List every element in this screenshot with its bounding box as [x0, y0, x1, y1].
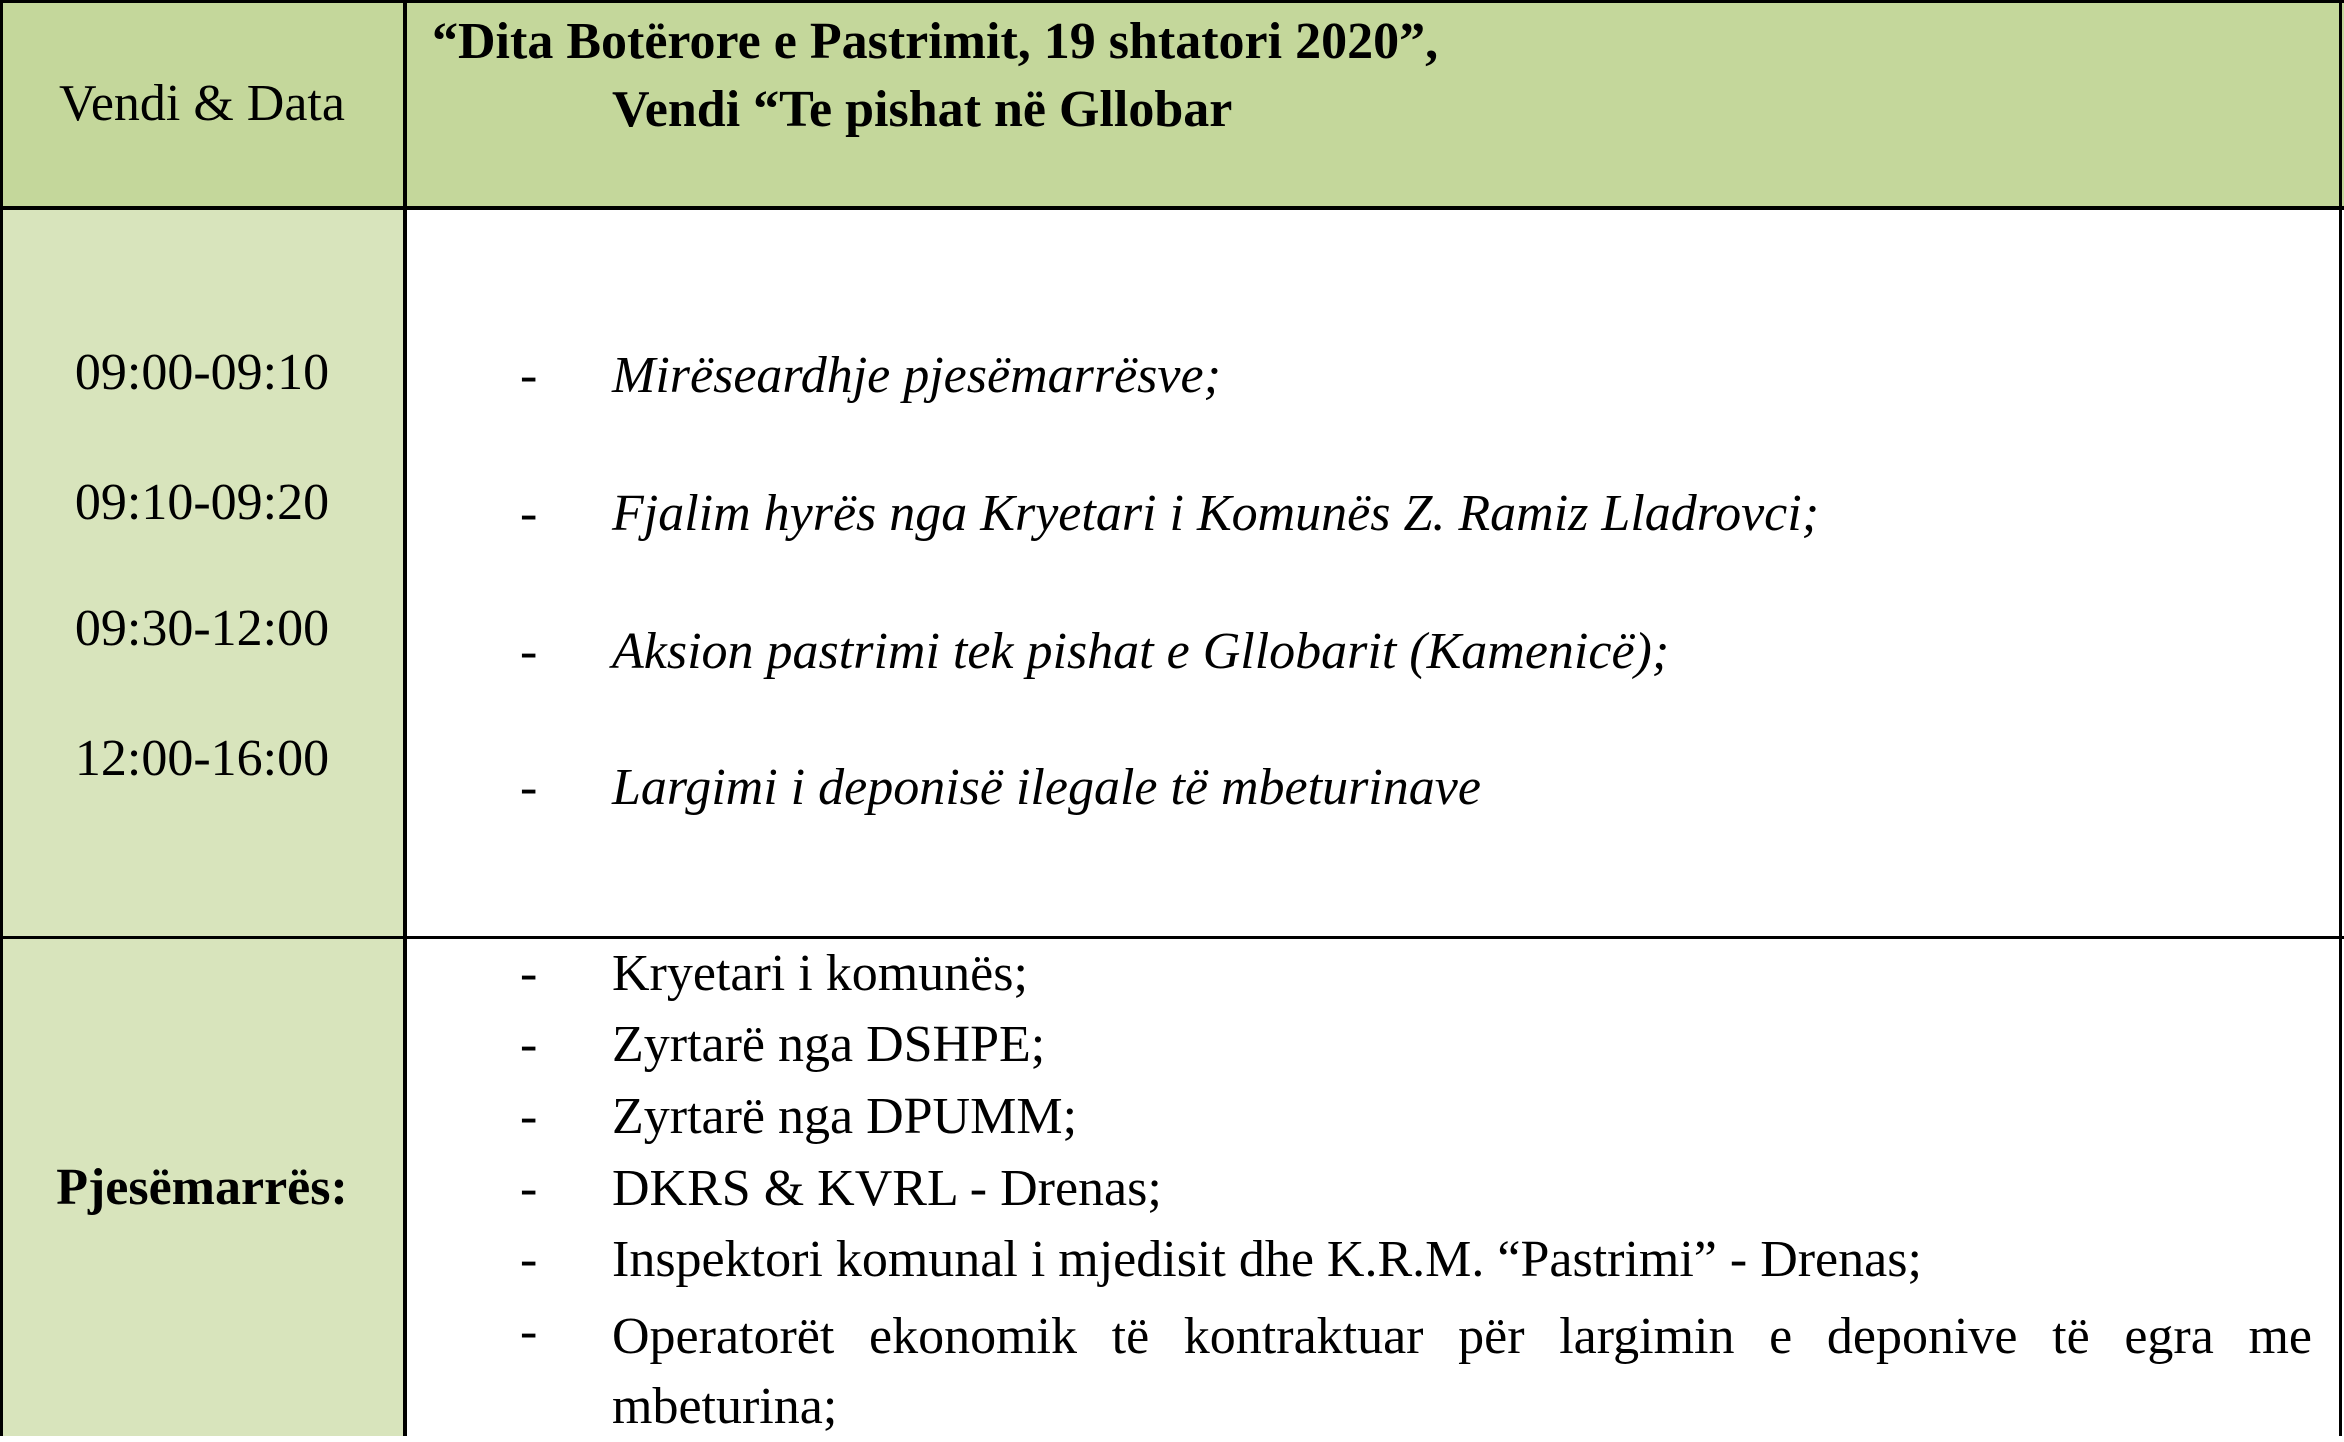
header-label: Vendi & Data: [59, 75, 345, 132]
agenda-time: 09:30-12:00: [74, 600, 330, 657]
participant-item: Operatorët ekonomik të kontraktuar për largimin e deponive të egra me mbeturina;: [612, 1308, 2312, 1435]
agenda-item: Mirëseardhje pjesëmarrësve;: [612, 347, 1221, 404]
participants-label: Pjesëmarrës:: [56, 1158, 348, 1216]
agenda-item: Largimi i deponisë ilegale të mbeturinave: [612, 759, 1481, 816]
agenda-item: Aksion pastrimi tek pishat e Gllobarit (Kamenicë);: [612, 623, 1670, 680]
agenda-bullet: -: [520, 485, 538, 542]
participant-bullet: -: [520, 1088, 538, 1145]
participant-bullet: -: [520, 1160, 538, 1217]
participant-bullet: -: [520, 1303, 538, 1360]
agenda-bullet: -: [520, 347, 538, 404]
agenda-time: 09:00-09:10: [74, 344, 330, 401]
participant-bullet: -: [520, 1231, 538, 1288]
event-title: [432, 8, 1438, 144]
participant-item: Inspektori komunal i mjedisit dhe K.R.M. “Pastrimi” - Drenas;: [612, 1231, 1922, 1288]
participant-bullet: -: [520, 945, 538, 1002]
agenda-cell: [404, 207, 2344, 938]
agenda-bullet: -: [520, 759, 538, 816]
table-border-right: [2339, 0, 2342, 1436]
participant-item: Zyrtarë nga DPUMM;: [612, 1088, 1078, 1145]
event-title-line2: Vendi “Te pishat në Gllobar: [612, 81, 1233, 138]
agenda-time: 09:10-09:20: [74, 474, 330, 531]
participant-item: Kryetari i komunës;: [612, 945, 1028, 1002]
participant-item: Zyrtarë nga DSHPE;: [612, 1016, 1046, 1073]
time-column-cell: [0, 207, 404, 938]
participant-item: DKRS & KVRL - Drenas;: [612, 1160, 1162, 1217]
agenda-item: Fjalim hyrës nga Kryetari i Komunës Z. Ramiz Lladrovci;: [612, 485, 1820, 542]
event-title-line1: “Dita Botërore e Pastrimit, 19 shtatori 2020”,: [432, 13, 1439, 70]
participant-bullet: -: [520, 1016, 538, 1073]
agenda-time: 12:00-16:00: [74, 730, 330, 787]
agenda-bullet: -: [520, 623, 538, 680]
